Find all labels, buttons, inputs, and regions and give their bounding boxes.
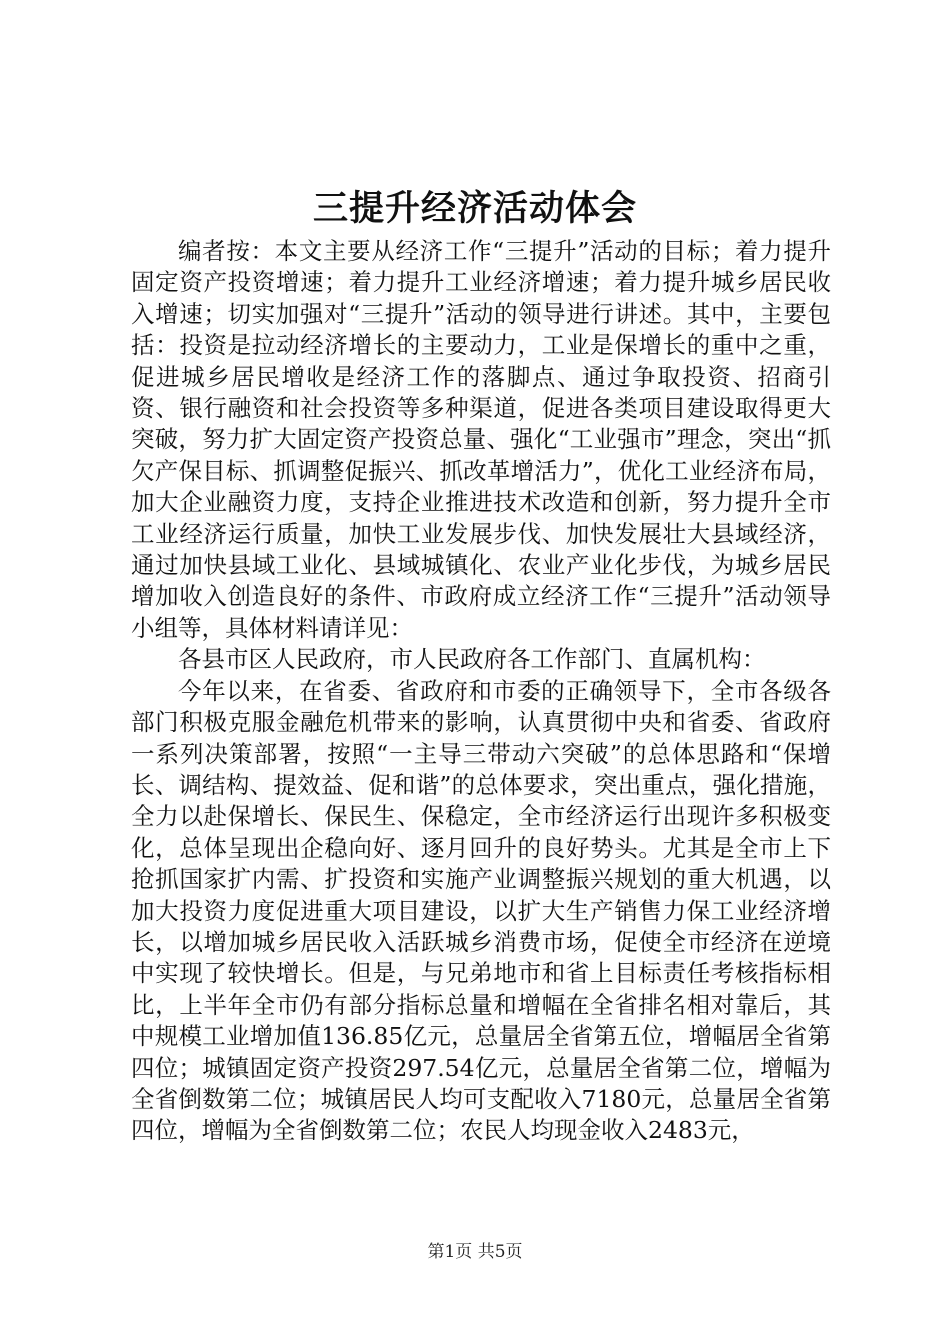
editor-note-paragraph: 编者按：本文主要从经济工作“三提升”活动的目标；着力提升固定资产投资增速；着力提升工业经济增速；着力提升城乡居民收入增速；切实加强对“三提升”活动的领导进行讲述。其中，主要包括：投资是拉动经济增长的主要动力，工业是保增长的重中之重，促进城乡居民增收是经济工作的落脚点、通过争取投资、招商引资、银行融资和社会投资等多种渠道，促进各类项目建设取得更大突破，努力扩大固定资产投资总量、强化“工业强市”理念，突出“抓欠产保目标、抓调整促振兴、抓改革增活力”，优化工业经济布局，加大企业融资力度，支持企业推进技术改造和创新，努力提升全市工业经济运行质量，加快工业发展步伐、加快发展壮大县域经济，通过加快县域工业化、县域城镇化、农业产业化步伐，为城乡居民增加收入创造良好的条件、市政府成立经济工作“三提升”活动领导小组等，具体材料请详见： bbox=[131, 237, 831, 642]
page-number-footer: 第1页 共5页 bbox=[427, 1242, 523, 1262]
salutation-paragraph: 各县市区人民政府，市人民政府各工作部门、直属机构： bbox=[178, 645, 766, 674]
document-body bbox=[131, 236, 831, 1147]
document-title: 三提升经济活动体会 bbox=[312, 188, 637, 229]
body-paragraph: 今年以来，在省委、省政府和市委的正确领导下，全市各级各部门积极克服金融危机带来的影响，认真贯彻中央和省委、省政府一系列决策部署，按照“一主导三带动六突破”的总体思路和“保增长、调结构、提效益、促和谐”的总体要求，突出重点，强化措施，全力以赴保增长、保民生、保稳定，全市经济运行出现许多积极变化，总体呈现出企稳向好、逐月回升的良好势头。尤其是全市上下抢抓国家扩内需、扩投资和实施产业调整振兴规划的重大机遇，以加大投资力度促进重大项目建设，以扩大生产销售力保工业经济增长，以增加城乡居民收入活跃城乡消费市场，促使全市经济在逆境中实现了较快增长。但是，与兄弟地市和省上目标责任考核指标相比，上半年全市仍有部分指标总量和增幅在全省排名相对靠后，其中规模工业增加值136.85亿元，总量居全省第五位，增幅居全省第四位；城镇固定资产投资297.54亿元，总量居全省第二位，增幅为全省倒数第二位；城镇居民人均可支配收入7180元，总量居全省第四位，增幅为全省倒数第二位；农民人均现金收入2483元， bbox=[131, 676, 831, 1145]
